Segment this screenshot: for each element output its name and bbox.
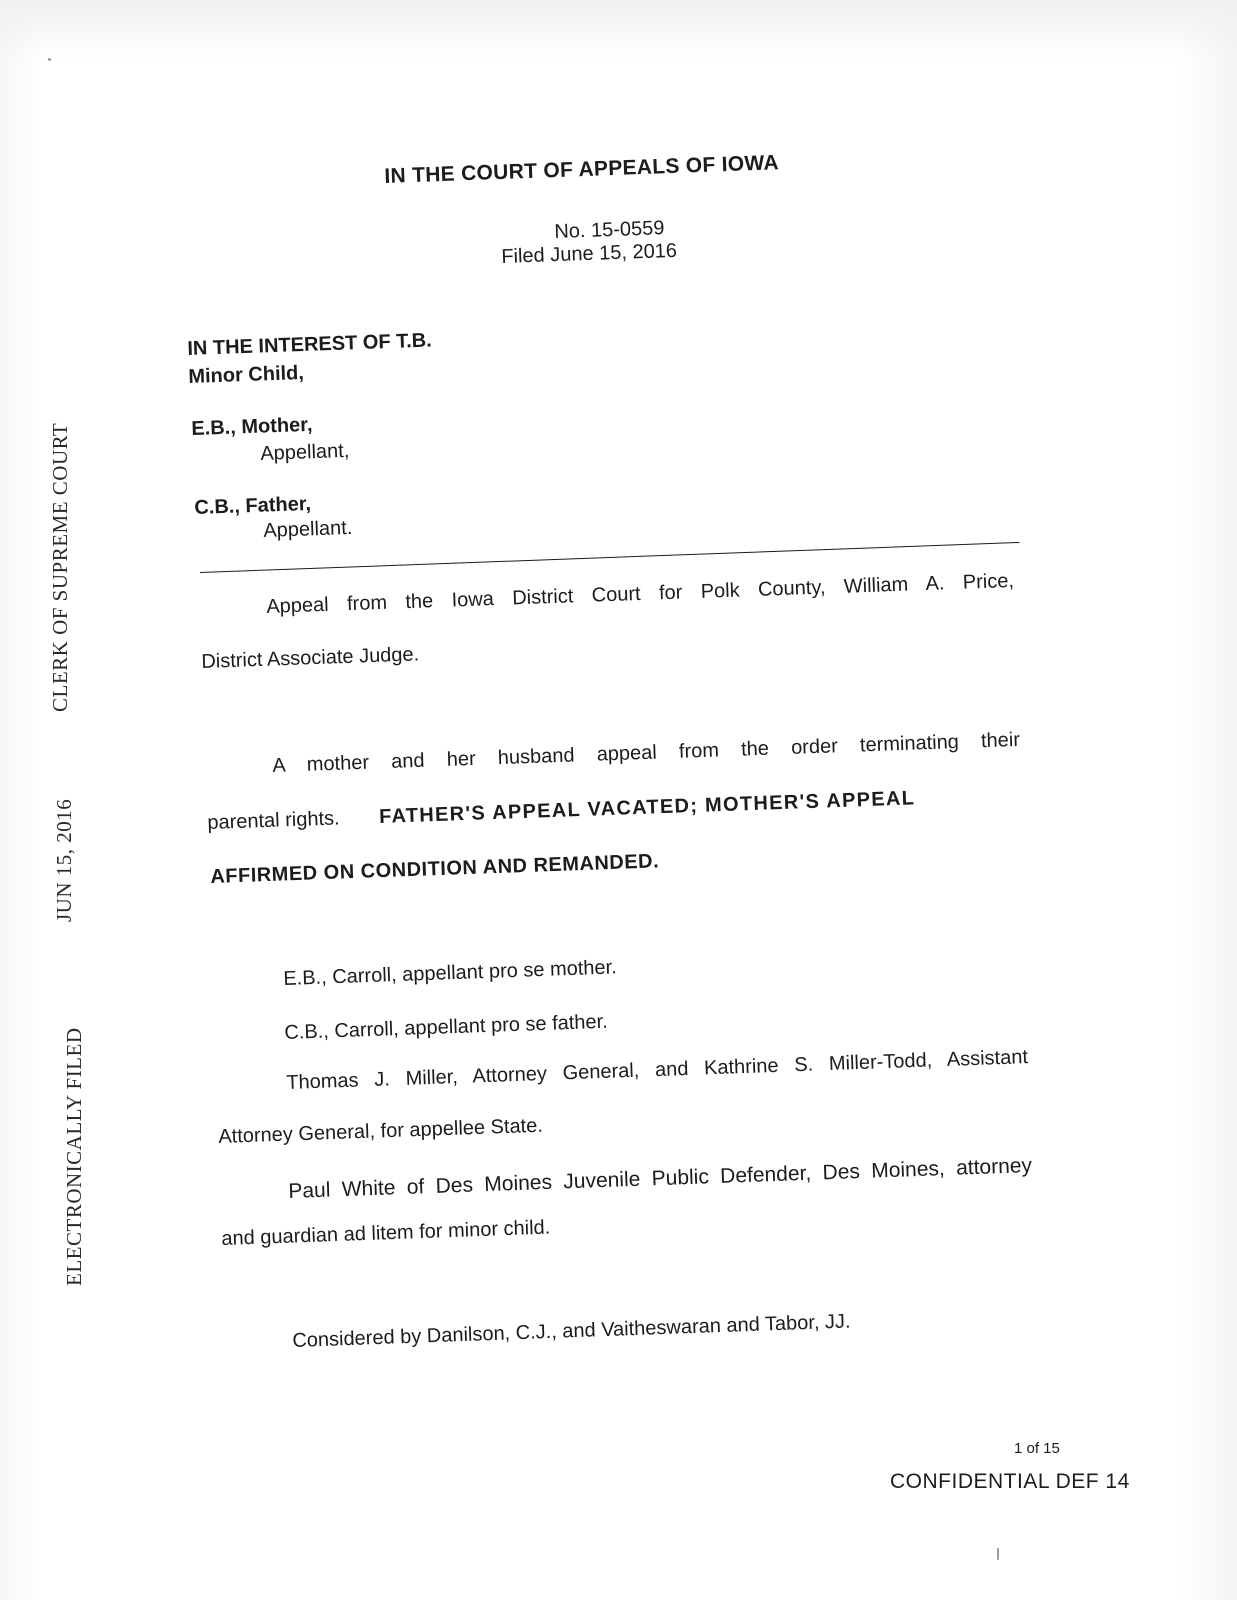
disposition-part1: FATHER'S APPEAL VACATED; MOTHER'S APPEAL: [378, 787, 916, 828]
caption-minor: Minor Child,: [188, 361, 305, 388]
page-number: 1 of 15: [1014, 1440, 1060, 1457]
stamp-date: JUN 15, 2016: [52, 798, 76, 922]
counsel-child-line1: Paul White of Des Moines Juvenile Public Defender, Des Moines, attorney: [288, 1154, 1033, 1203]
caption-father: C.B., Father,: [194, 492, 312, 519]
court-title: IN THE COURT OF APPEALS OF IOWA: [384, 151, 780, 188]
counsel-state-line2: Attorney General, for appellee State.: [218, 1114, 544, 1148]
caption-mother: E.B., Mother,: [191, 413, 313, 440]
summary-line1: A mother and her husband appeal from the order terminating their: [272, 728, 1021, 777]
stamp-electronically-filed: ELECTRONICALLY FILED: [62, 1027, 86, 1286]
counsel-father: C.B., Carroll, appellant pro se father.: [284, 1010, 609, 1044]
disposition-part2: AFFIRMED ON CONDITION AND REMANDED.: [210, 850, 660, 888]
docket-number: No. 15-0559: [554, 217, 665, 243]
caption-interest: IN THE INTEREST OF T.B.: [187, 329, 433, 360]
scan-speck: [48, 58, 51, 61]
caption-divider: [200, 542, 1019, 573]
summary-plain: parental rights.: [207, 807, 340, 834]
confidential-label: CONFIDENTIAL DEF 14: [890, 1470, 1130, 1493]
counsel-state-line1: Thomas J. Miller, Attorney General, and Kathrine S. Miller-Todd, Assistant: [286, 1046, 1029, 1094]
filed-date: Filed June 15, 2016: [501, 239, 678, 268]
counsel-mother: E.B., Carroll, appellant pro se mother.: [283, 956, 618, 990]
scan-shadow: [0, 0, 1237, 60]
appeal-from-line2: District Associate Judge.: [201, 643, 420, 673]
caption-mother-role: Appellant,: [260, 439, 350, 465]
scan-mark: [997, 1548, 999, 1560]
counsel-child-line2: and guardian ad litem for minor child.: [221, 1216, 551, 1250]
appeal-from-line1: Appeal from the Iowa District Court for Polk County, William A. Price,: [266, 569, 1015, 618]
summary-line2: [207, 784, 1023, 835]
panel-line: Considered by Danilson, C.J., and Vaitheswaran and Tabor, JJ.: [292, 1310, 851, 1352]
caption-father-role: Appellant.: [263, 516, 353, 542]
stamp-clerk: CLERK OF SUPREME COURT: [48, 422, 72, 712]
